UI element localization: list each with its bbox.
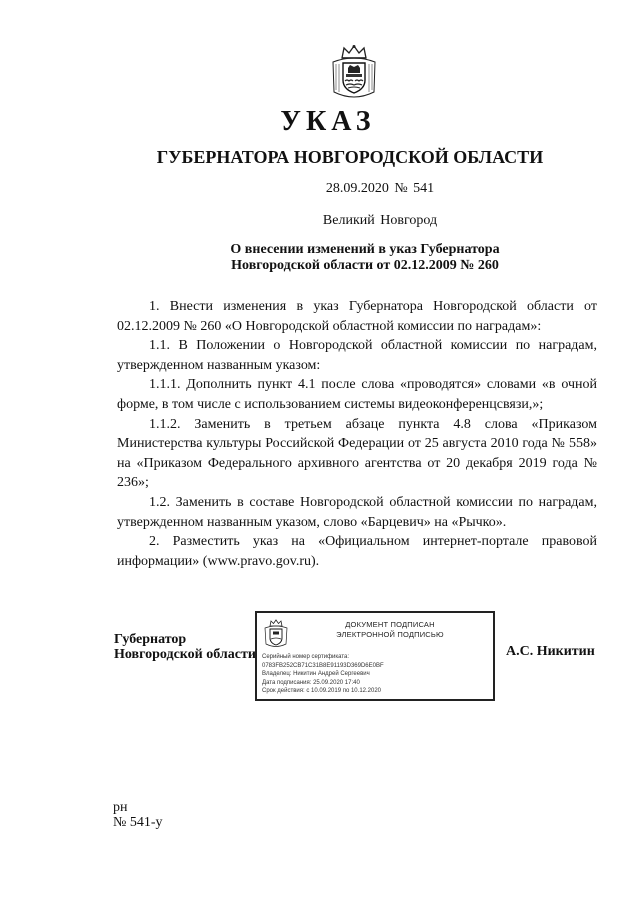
stamp-owner: Владелец: Никитин Андрей Сергеевич [262, 671, 370, 678]
document-body [117, 297, 597, 571]
footer-document-number: № 541-у [113, 815, 163, 830]
stamp-cert-label: Серийный номер сертификата: [262, 654, 350, 660]
issuer-title: ГУБЕРНАТОРА НОВГОРОДСКОЙ ОБЛАСТИ [156, 147, 544, 167]
stamp-coat-of-arms-icon [263, 619, 289, 649]
city: Великий Новгород [322, 213, 438, 228]
stamp-heading [293, 620, 487, 640]
stamp-heading-line-1: ДОКУМЕНТ ПОДПИСАН [345, 620, 435, 629]
stamp-heading-line-2: ЭЛЕКТРОННОЙ ПОДПИСЬЮ [336, 630, 444, 639]
document-title: УКАЗ [280, 106, 376, 137]
stamp-details [262, 653, 489, 696]
heading-line-1: О внесении изменений в указ Губернатора [230, 242, 500, 257]
signer-position [114, 632, 256, 662]
paragraph-2: 2. Разместить указ на «Официальном интернет-портале правовой информации» (www.pravo.gov.ru). [117, 534, 597, 569]
paragraph-1-1-1: 1.1.1. Дополнить пункт 4.1 после слова «проводятся» словами «в очной форме, в том числе с использованием системы видеоконференцсвязи,»; [117, 377, 597, 412]
stamp-signed-date: Дата подписания: 25.09.2020 17:40 [262, 679, 360, 686]
paragraph-1-2: 1.2. Заменить в составе Новгородской областной комиссии по наградам, утвержденном названным указом, слово «Барцевич» на «Рычко». [117, 494, 597, 530]
footer-initials: рн [113, 800, 128, 815]
paragraph-1-1: 1.1. В Положении о Новгородской областной комиссии по наградам, утвержденном названным указом: [117, 338, 597, 373]
footer-block [113, 800, 163, 830]
coat-of-arms-icon [330, 44, 378, 102]
electronic-signature-stamp [255, 611, 495, 701]
paragraph-1: 1. Внести изменения в указ Губернатора Новгородской области от 02.12.2009 № 260 «О Новгородской областной комиссии по наградам»: [117, 299, 597, 334]
signer-name: А.С. Никитин [506, 644, 595, 659]
document-heading [195, 242, 535, 274]
heading-line-2: Новгородской области от 02.12.2009 № 260 [231, 258, 499, 273]
stamp-validity: Срок действия: с 10.09.2019 по 10.12.2020 [262, 688, 382, 695]
signer-position-line-2: Новгородской области [114, 647, 256, 662]
signer-position-line-1: Губернатор [114, 632, 187, 647]
paragraph-1-1-2: 1.1.2. Заменить в третьем абзаце пункта 4.8 слова «Приказом Министерства культуры Российской Федерации от 25 августа 2010 года № 558» на «Приказом Федерального архивного агентства от 20 декабря 2019 года № 236»; [117, 416, 597, 491]
date-number-line: 28.09.2020 № 541 [325, 181, 435, 196]
stamp-cert-number: 0783FB252CB71C31B8E91193D369D6E0BF [262, 662, 384, 669]
